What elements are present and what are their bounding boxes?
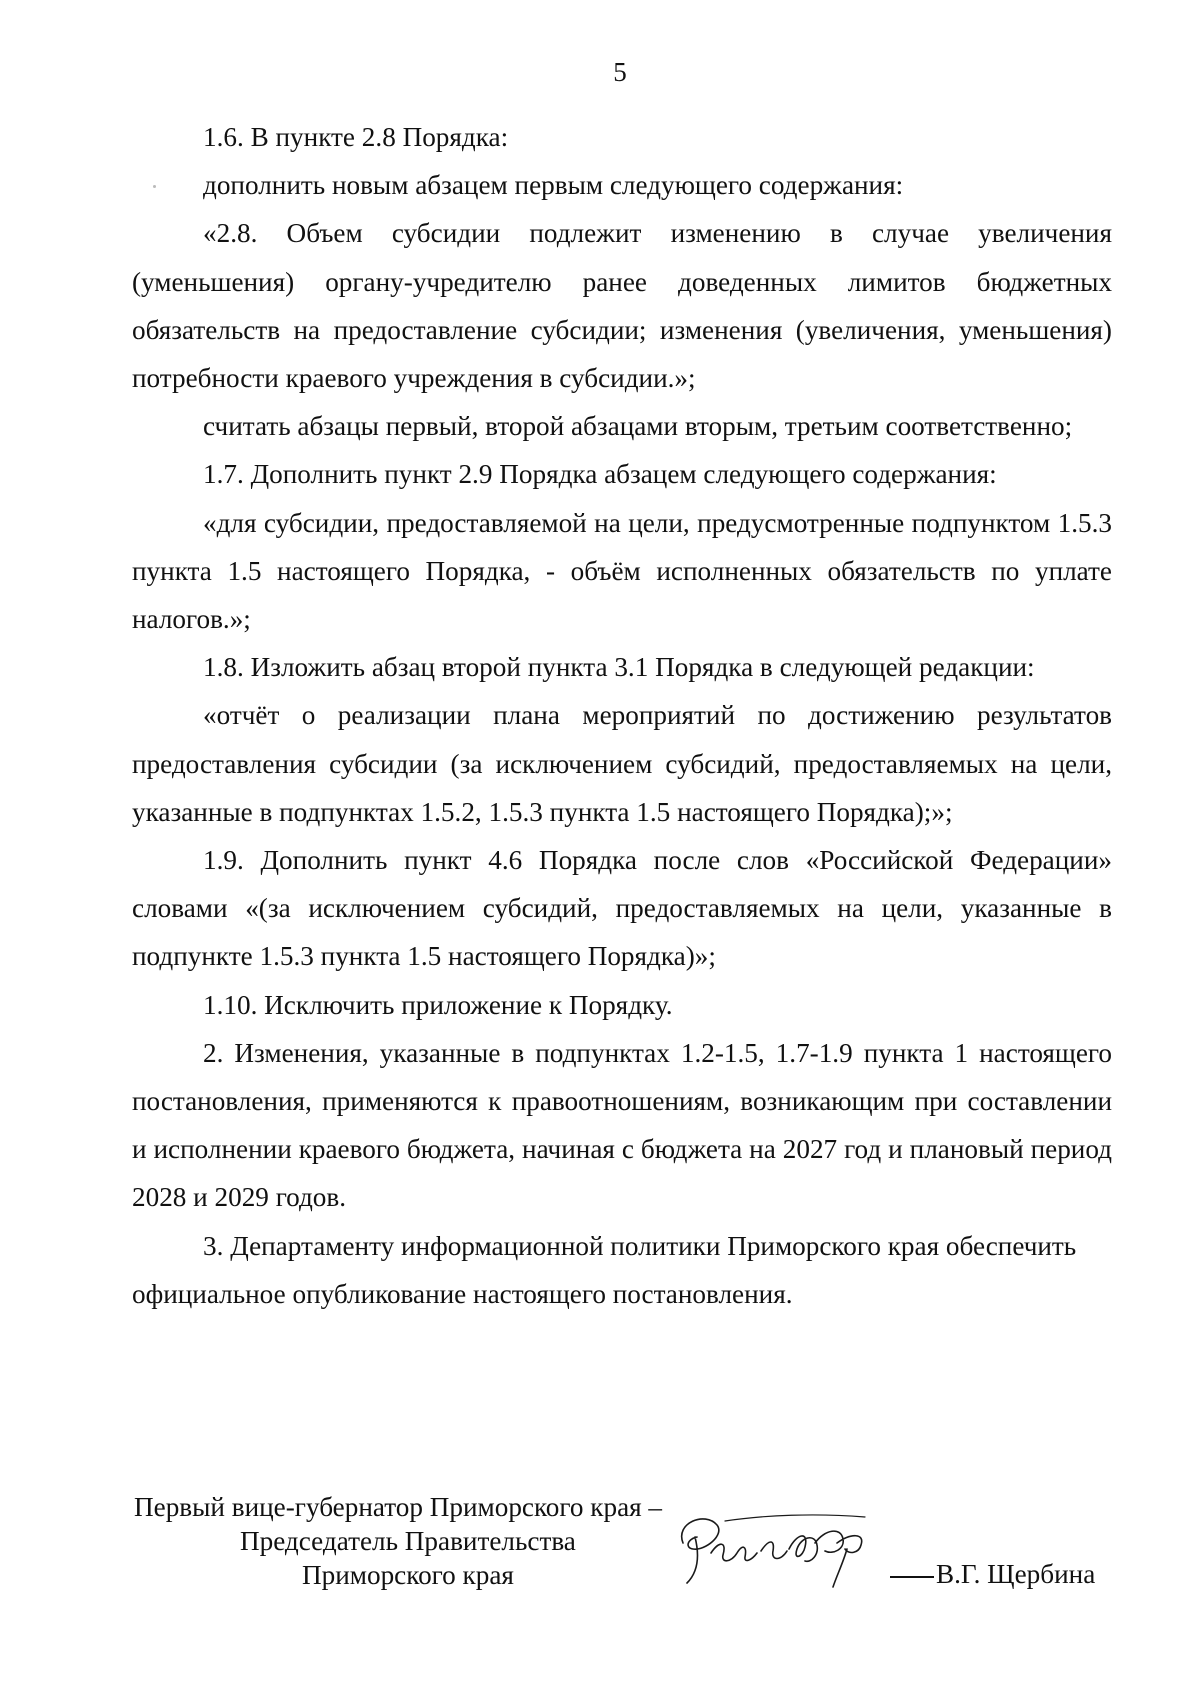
paragraph-3: 3. Департаменту информационной политики Приморского края обеспечить официальное опубликование настоящего постановления.: [132, 1230, 1077, 1309]
signer-dash: [890, 1576, 934, 1578]
paragraph-renumber-abzacs: считать абзацы первый, второй абзацами вторым, третьим соответственно;: [203, 411, 1073, 442]
page-number: 5: [613, 57, 627, 87]
signer-title-line-3: Приморского края: [302, 1560, 514, 1590]
paragraph-quote-report: «отчёт о реализации плана мероприятий по достижению результатов предоставления субсидии (за исключением субсидий, предоставляемых на цели, указанные в подпунктах 1.5.2, 1.5.3 пункта 1.5 настоящего Порядка);»;: [132, 700, 1112, 827]
paragraph-1-10: 1.10. Исключить приложение к Порядку.: [203, 989, 673, 1020]
paragraph-add-first-abzac: дополнить новым абзацем первым следующего содержания:: [203, 170, 904, 201]
paragraph-1-6: 1.6. В пункте 2.8 Порядка:: [203, 122, 509, 152]
paragraph-1-7: 1.7. Дополнить пункт 2.9 Порядка абзацем следующего содержания:: [203, 459, 997, 490]
signer-title-line-2: Председатель Правительства: [240, 1526, 576, 1556]
paragraph-2: 2. Изменения, указанные в подпунктах 1.2-1.5, 1.7-1.9 пункта 1 настоящего постановления, применяются к правоотношениям, возникающим при составлении и исполнении краевого бюджета, начиная с бюджета на 2027 год и плановый период 2028 и 2029 годов.: [132, 1037, 1112, 1213]
paragraph-quote-2-8: «2.8. Объем субсидии подлежит изменению в случае увеличения (уменьшения) органу-учредителю ранее доведенных лимитов бюджетных обязательств на предоставление субсидии; изменения (увеличения, уменьшения) потребности краевого учреждения в субсидии.»;: [132, 218, 1112, 394]
paragraph-1-9: 1.9. Дополнить пункт 4.6 Порядка после слов «Российской Федерации» словами «(за исключением субсидий, предоставляемых на цели, указанные в подпункте 1.5.3 пункта 1.5 настоящего Порядка)»;: [132, 845, 1112, 972]
signature-block: [0, 1491, 1200, 1611]
signer-name: В.Г. Щербина: [936, 1559, 1096, 1589]
handwritten-signature: [665, 1503, 895, 1593]
paragraph-quote-taxes: «для субсидии, предоставляемой на цели, предусмотренные подпунктом 1.5.3 пункта 1.5 настоящего Порядка, - объём исполненных обязательств по уплате налогов.»;: [132, 507, 1112, 635]
document-body: [132, 113, 1112, 1318]
paragraph-1-8: 1.8. Изложить абзац второй пункта 3.1 Порядка в следующей редакции:: [203, 652, 1035, 683]
signer-title-line-1: Первый вице-губернатор Приморского края –: [134, 1492, 663, 1522]
